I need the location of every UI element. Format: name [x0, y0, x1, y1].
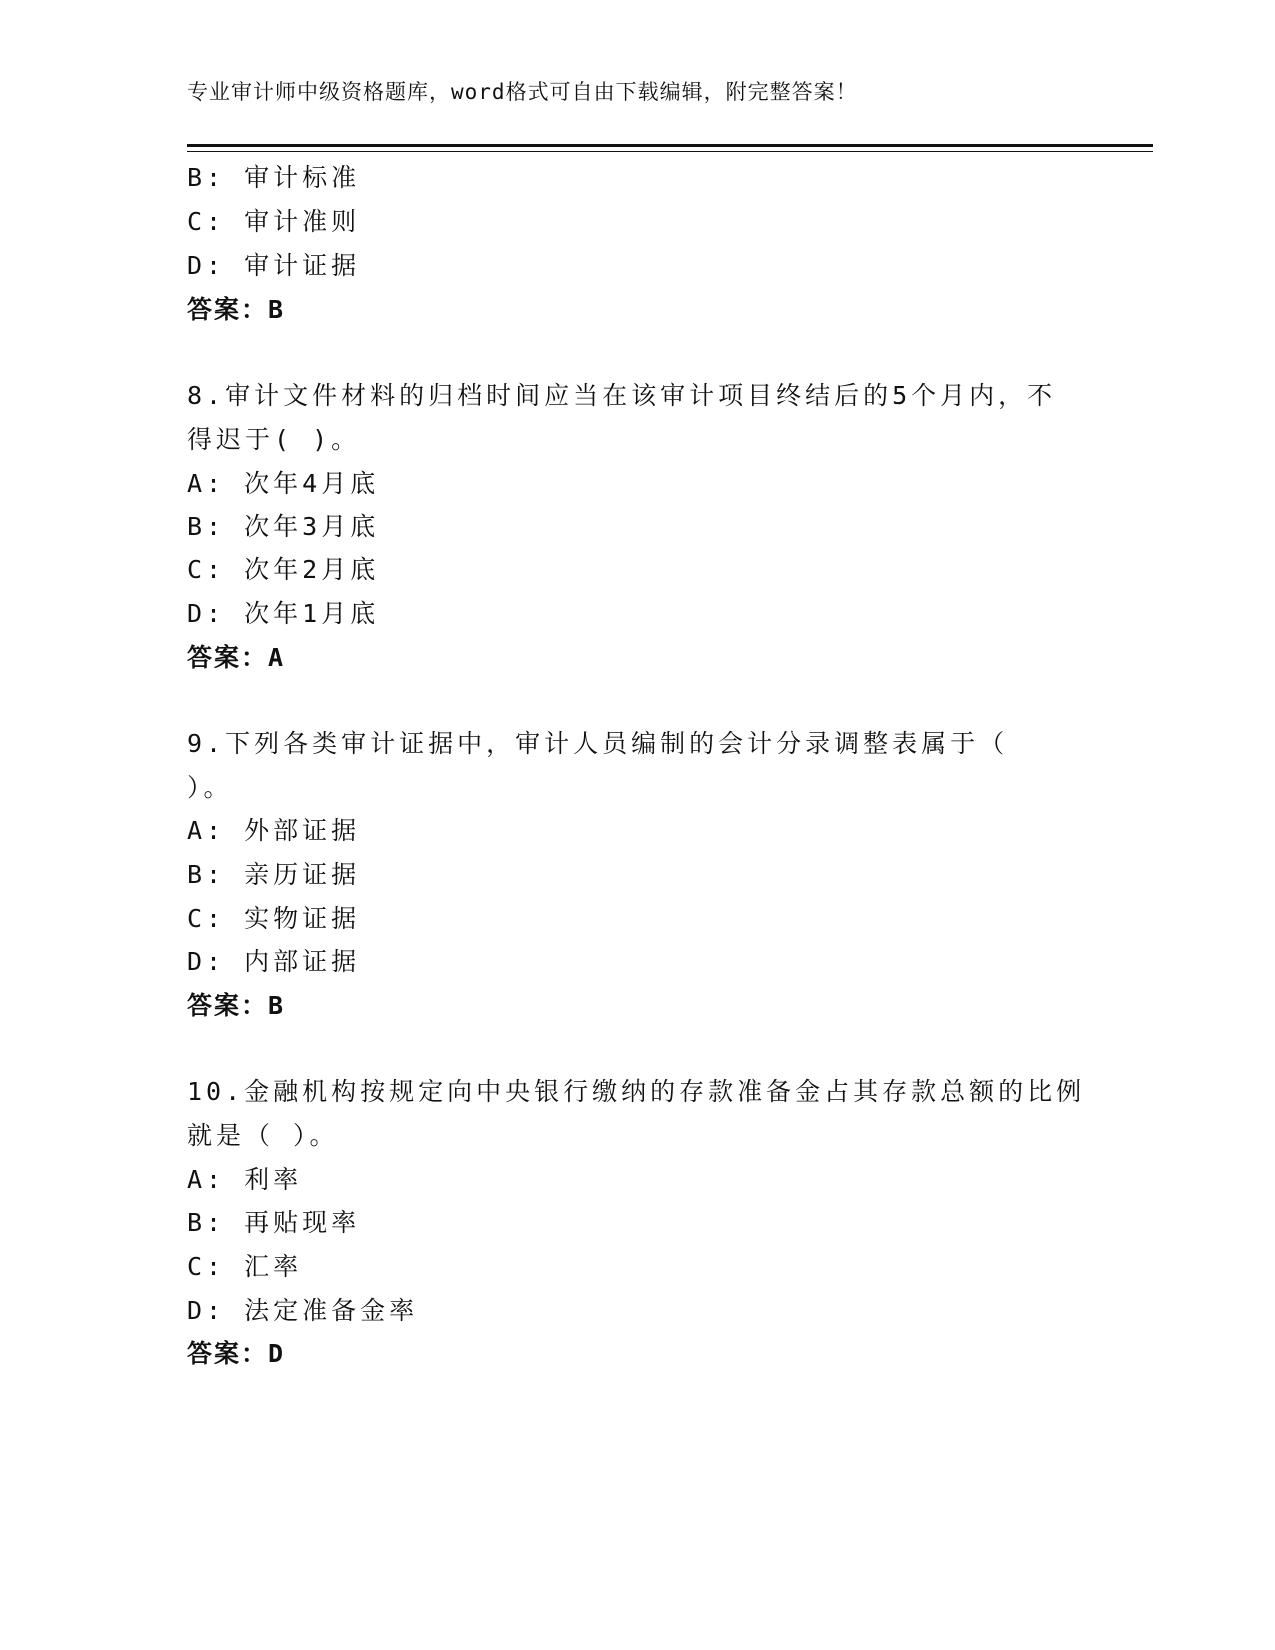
q7-option-b: B: 审计标准 — [187, 163, 361, 192]
q9-option-d: D: 内部证据 — [187, 947, 361, 976]
q10-option-a: A: 利率 — [187, 1165, 303, 1194]
page-header: 专业审计师中级资格题库，word格式可自由下载编辑，附完整答案！ — [187, 80, 858, 104]
q8-option-a: A: 次年4月底 — [187, 469, 380, 498]
q8-option-c: C: 次年2月底 — [187, 555, 380, 584]
q7-option-c: C: 审计准则 — [187, 207, 361, 236]
q9-stem-line1: 9.下列各类审计证据中，审计人员编制的会计分录调整表属于（ — [187, 729, 1009, 758]
q8-answer: 答案：A — [187, 643, 286, 672]
q10-stem-line1: 10.金融机构按规定向中央银行缴纳的存款准备金占其存款总额的比例 — [187, 1077, 1086, 1106]
q9-stem-line2: ）。 — [187, 773, 233, 802]
q7-option-d: D: 审计证据 — [187, 251, 361, 280]
q9-option-c: C: 实物证据 — [187, 904, 361, 933]
q8-option-d: D: 次年1月底 — [187, 599, 380, 628]
q9-option-a: A: 外部证据 — [187, 816, 361, 845]
header-rule-thin — [187, 151, 1153, 152]
q8-stem-line2: 得迟于( )。 — [187, 425, 361, 454]
q10-stem-line2: 就是（ ）。 — [187, 1121, 339, 1150]
q10-option-b: B: 再贴现率 — [187, 1208, 361, 1237]
q8-option-b: B: 次年3月底 — [187, 512, 380, 541]
q7-answer: 答案：B — [187, 295, 286, 324]
q8-stem-line1: 8.审计文件材料的归档时间应当在该审计项目终结后的5个月内，不 — [187, 381, 1057, 410]
q10-answer: 答案：D — [187, 1339, 286, 1368]
q10-option-d: D: 法定准备金率 — [187, 1296, 419, 1325]
q9-option-b: B: 亲历证据 — [187, 860, 361, 889]
q10-option-c: C: 汇率 — [187, 1252, 303, 1281]
q9-answer: 答案：B — [187, 991, 286, 1020]
header-rule-thick — [187, 144, 1153, 147]
